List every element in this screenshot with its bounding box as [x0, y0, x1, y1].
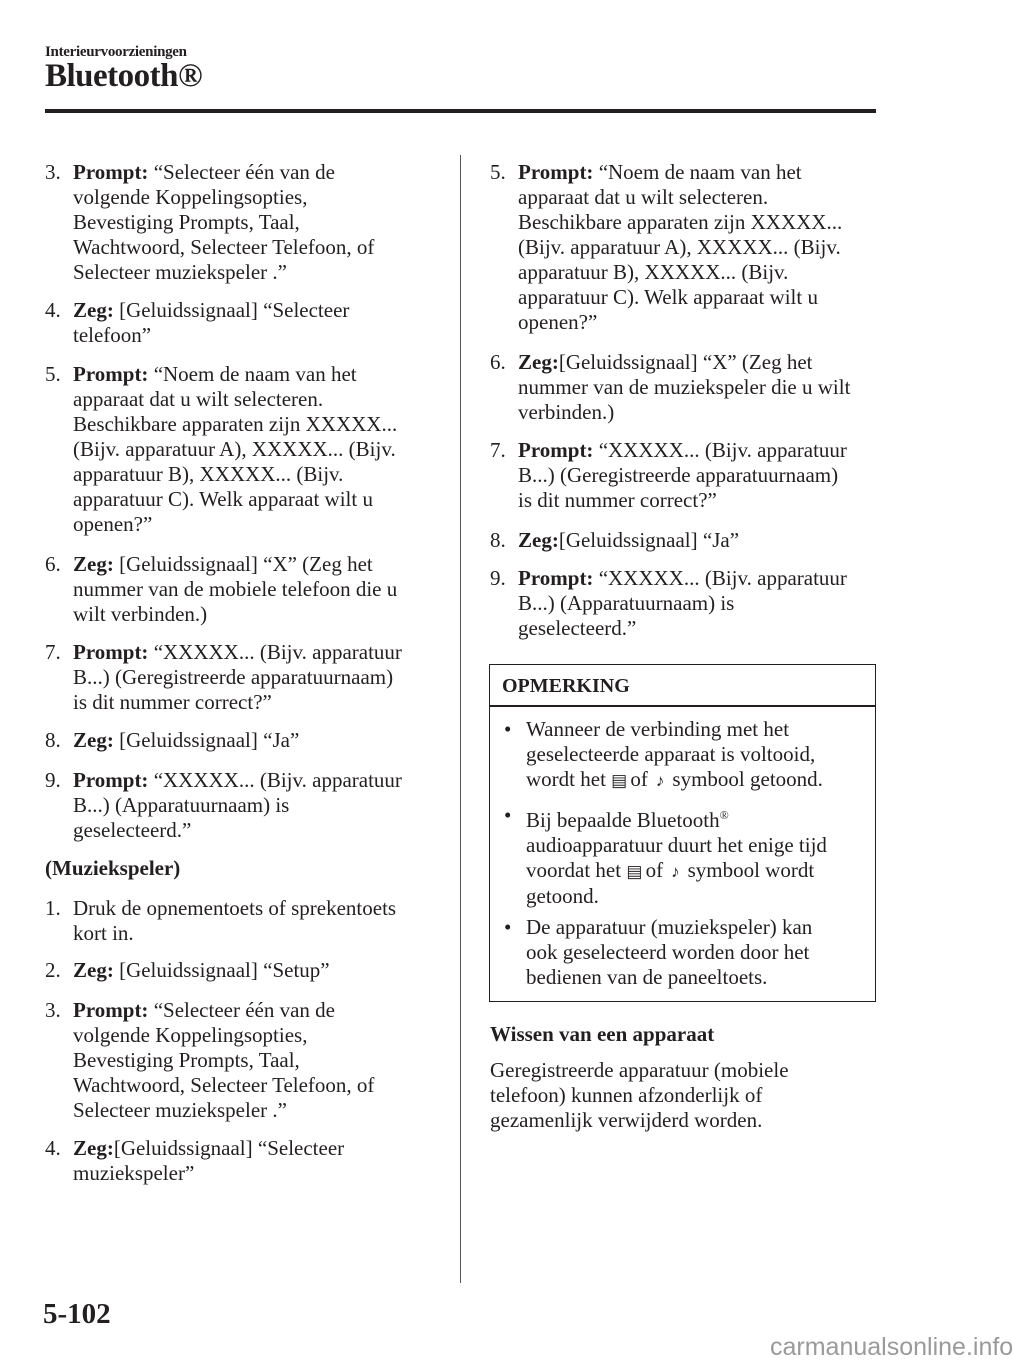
step-text: Druk de opnementoets of sprekentoets kort in.	[73, 896, 397, 945]
step-number: 6.	[490, 350, 506, 374]
note-text: of	[640, 858, 669, 882]
section-label: Interieurvoorzieningen	[45, 44, 187, 60]
step-number: 3.	[45, 160, 61, 184]
step-text: “XXXXX... (Bijv. apparatuur B...) (Apparatuurnaam) is geselecteerd.”	[73, 768, 402, 842]
step-number: 7.	[45, 640, 61, 664]
step-item	[45, 768, 433, 843]
step-item	[490, 438, 878, 513]
step-label: Zeg:	[518, 528, 559, 552]
step-label: Prompt:	[73, 640, 149, 664]
step-label: Zeg:	[73, 1136, 114, 1160]
column-divider	[460, 155, 461, 1283]
step-text: [Geluidssignaal] “Setup”	[113, 958, 330, 982]
note-text: symbool getoond.	[667, 767, 823, 791]
music-note-icon: ♪	[671, 862, 680, 881]
step-number: 9.	[490, 566, 506, 590]
music-heading: (Muziekspeler)	[45, 856, 181, 880]
step-number: 5.	[45, 362, 61, 386]
step-number: 6.	[45, 552, 61, 576]
step-text: “XXXXX... (Bijv. apparatuur B...) (Geregistreerde apparatuurnaam) is dit nummer correct?”	[73, 640, 402, 714]
step-item	[45, 160, 433, 285]
step-number: 7.	[490, 438, 506, 462]
step-label: Zeg:	[73, 298, 114, 322]
step-item	[45, 896, 433, 946]
step-text: [Geluidssignaal] “Selecteer muziekspeler”	[73, 1136, 345, 1185]
step-text: “Noem de naam van het apparaat dat u wilt selecteren. Beschikbare apparaten zijn XXXXX... (Bijv. apparatuur A), XXXXX... (Bijv. apparatuur B), XXXXX... (Bijv. apparatuur C). Welk apparaat wilt u openen?”	[73, 362, 398, 536]
note-text: Bij bepaalde Bluetooth	[526, 808, 720, 832]
step-text: [Geluidssignaal] “X” (Zeg het nummer van de muziekspeler die u wilt verbinden.)	[518, 350, 851, 424]
header-rule	[45, 109, 876, 113]
step-item	[490, 350, 878, 425]
note-bullet	[504, 717, 864, 793]
step-number: 3.	[45, 998, 61, 1022]
registered-mark: ®	[719, 808, 729, 822]
watermark: carmanualsonline.info	[770, 1333, 1013, 1361]
step-item	[490, 528, 878, 553]
step-label: Zeg:	[73, 552, 114, 576]
note-bullet	[504, 803, 864, 909]
step-item	[45, 998, 433, 1123]
step-label: Zeg:	[73, 958, 114, 982]
bullet-dot: •	[504, 915, 512, 939]
bullet-dot: •	[504, 717, 512, 741]
step-label: Prompt:	[73, 998, 149, 1022]
step-item	[490, 160, 878, 335]
step-item	[45, 552, 433, 627]
step-item	[45, 640, 433, 715]
step-number: 8.	[45, 728, 61, 752]
step-label: Prompt:	[73, 768, 149, 792]
step-item	[45, 958, 433, 983]
step-number: 2.	[45, 958, 61, 982]
step-label: Prompt:	[518, 160, 594, 184]
note-text: symbool wordt getoond.	[526, 858, 815, 908]
step-text: [Geluidssignaal] “X” (Zeg het nummer van de mobiele telefoon die u wilt verbinden.)	[73, 552, 398, 626]
note-bullet	[504, 915, 864, 990]
note-text: of	[625, 767, 654, 791]
step-number: 9.	[45, 768, 61, 792]
bullet-dot: •	[504, 803, 512, 827]
step-text: “XXXXX... (Bijv. apparatuur B...) (Geregistreerde apparatuurnaam) is dit nummer correct?”	[518, 438, 847, 512]
step-item	[45, 362, 433, 537]
step-label: Zeg:	[73, 728, 114, 752]
step-text: [Geluidssignaal] “Selecteer telefoon”	[73, 298, 350, 347]
note-text: De apparatuur (muziekspeler) kan ook geselecteerd worden door het bedienen van de paneeltoets.	[526, 915, 813, 989]
step-label: Prompt:	[73, 160, 149, 184]
step-number: 1.	[45, 896, 61, 920]
step-text: [Geluidssignaal] “Ja”	[558, 528, 740, 552]
page-number: 5-102	[43, 1298, 111, 1330]
music-note-icon: ♪	[655, 771, 665, 790]
step-item	[45, 298, 433, 348]
step-number: 4.	[45, 1136, 61, 1160]
note-divider	[490, 705, 875, 707]
step-item	[45, 728, 433, 753]
phone-icon: ▤	[611, 771, 628, 790]
step-text: [Geluidssignaal] “Ja”	[113, 728, 300, 752]
step-text: “Selecteer één van de volgende Koppelingsopties, Bevestiging Prompts, Taal, Wachtwoord, Selecteer Telefoon, of Selecteer muziekspeler .”	[73, 160, 375, 284]
step-text: “XXXXX... (Bijv. apparatuur B...) (Apparatuurnaam) is geselecteerd.”	[518, 566, 847, 640]
step-label: Prompt:	[518, 438, 594, 462]
step-label: Prompt:	[518, 566, 594, 590]
step-label: Prompt:	[73, 362, 149, 386]
delete-heading: Wissen van een apparaat	[490, 1022, 715, 1046]
phone-icon: ▤	[626, 862, 643, 881]
note-text: Wanneer de verbinding met het geselecteerde apparaat is voltooid, wordt het	[526, 717, 816, 791]
step-item	[45, 1136, 433, 1186]
step-label: Zeg:	[518, 350, 559, 374]
step-number: 4.	[45, 298, 61, 322]
step-number: 5.	[490, 160, 506, 184]
step-number: 8.	[490, 528, 506, 552]
page-title: Bluetooth®	[45, 58, 203, 94]
note-text: audioapparatuur duurt het enige tijd voordat het	[526, 833, 827, 882]
delete-text: Geregistreerde apparatuur (mobiele telefoon) kunnen afzonderlijk of gezamenlijk verwijderd worden.	[490, 1058, 789, 1132]
note-title: OPMERKING	[502, 675, 630, 697]
step-text: “Noem de naam van het apparaat dat u wilt selecteren. Beschikbare apparaten zijn XXXXX... (Bijv. apparatuur A), XXXXX... (Bijv. apparatuur B), XXXXX... (Bijv. apparatuur C). Welk apparaat wilt u openen?”	[518, 160, 843, 334]
step-text: “Selecteer één van de volgende Koppelingsopties, Bevestiging Prompts, Taal, Wachtwoord, Selecteer Telefoon, of Selecteer muziekspeler .”	[73, 998, 375, 1122]
step-item	[490, 566, 878, 641]
note-box	[489, 664, 876, 1002]
